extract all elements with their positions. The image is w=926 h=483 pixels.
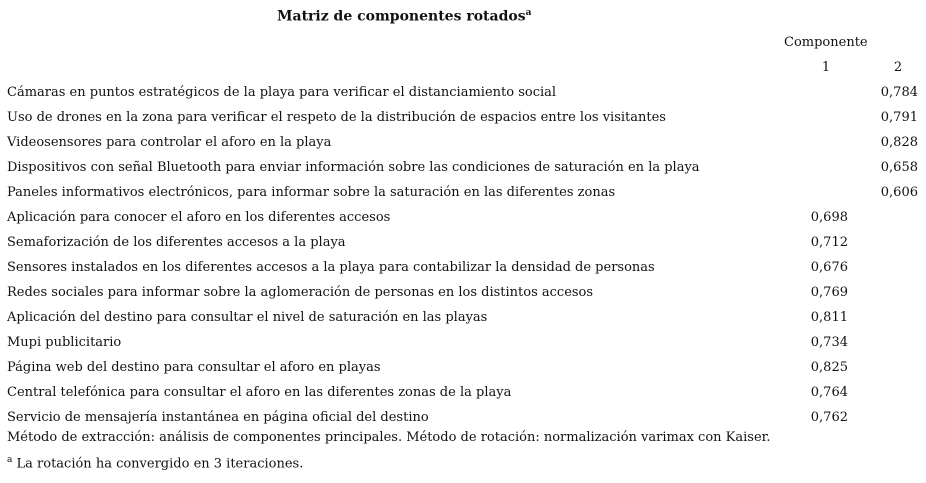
column-header-2: 2 [893,60,903,75]
table-row [7,330,922,355]
row-label: Paneles informativos electrónicos, para informar sobre la saturación en las diferentes zonas [7,185,616,200]
table-row [7,305,922,330]
row-label: Uso de drones en la zona para verificar el respeto de la distribución de espacios entre los visitantes [7,110,666,125]
component-1-loading: 0,769 [810,285,848,300]
convergence-note-text: La rotación ha convergido en 3 iteraciones. [16,456,304,472]
table-row [7,180,922,205]
row-label: Mupi publicitario [7,335,122,350]
table-row [7,355,922,380]
row-label: Videosensores para controlar el aforo en la playa [7,135,332,150]
component-2-loading: 0,784 [880,85,918,100]
table-row [7,405,922,430]
table-row [7,230,922,255]
column-header-1: 1 [821,60,831,75]
table-title [277,8,531,25]
component-1-loading: 0,712 [810,235,848,250]
table-row [7,155,922,180]
component-2-loading: 0,791 [880,110,918,125]
component-2-loading: 0,606 [880,185,918,200]
table-row [7,80,922,105]
row-label: Página web del destino para consultar el aforo en playas [7,360,381,375]
component-1-loading: 0,764 [810,385,848,400]
row-label: Redes sociales para informar sobre la aglomeración de personas en los distintos accesos [7,285,594,300]
component-1-loading: 0,825 [810,360,848,375]
table-row [7,130,922,155]
component-2-loading: 0,658 [880,160,918,175]
component-1-loading: 0,676 [810,260,848,275]
extraction-method-note: Método de extracción: análisis de componentes principales. Método de rotación: normalización varimax con Kaiser. [7,430,771,445]
row-label: Aplicación para conocer el aforo en los diferentes accesos [7,210,391,225]
table-row [7,105,922,130]
row-label: Sensores instalados en los diferentes accesos a la playa para contabilizar la densidad de personas [7,260,655,275]
table-body [7,80,922,430]
row-label: Dispositivos con señal Bluetooth para enviar información sobre las condiciones de saturación en la playa [7,160,700,175]
table-title-text: Matriz de componentes rotados [277,8,526,25]
note-superscript: a [7,455,13,465]
convergence-note [7,455,303,471]
row-label: Semaforización de los diferentes accesos a la playa [7,235,346,250]
title-superscript: a [525,8,532,18]
row-label: Central telefónica para consultar el aforo en las diferentes zonas de la playa [7,385,512,400]
component-1-loading: 0,811 [810,310,848,325]
component-1-loading: 0,698 [810,210,848,225]
table-row [7,280,922,305]
table-row [7,380,922,405]
component-header: Componente [784,35,868,50]
row-label: Aplicación del destino para consultar el nivel de saturación en las playas [7,310,488,325]
row-label: Cámaras en puntos estratégicos de la playa para verificar el distanciamiento social [7,85,557,100]
component-1-loading: 0,762 [810,410,848,425]
component-1-loading: 0,734 [810,335,848,350]
row-label: Servicio de mensajería instantánea en página oficial del destino [7,410,429,425]
component-2-loading: 0,828 [880,135,918,150]
table-row [7,255,922,280]
table-row [7,205,922,230]
